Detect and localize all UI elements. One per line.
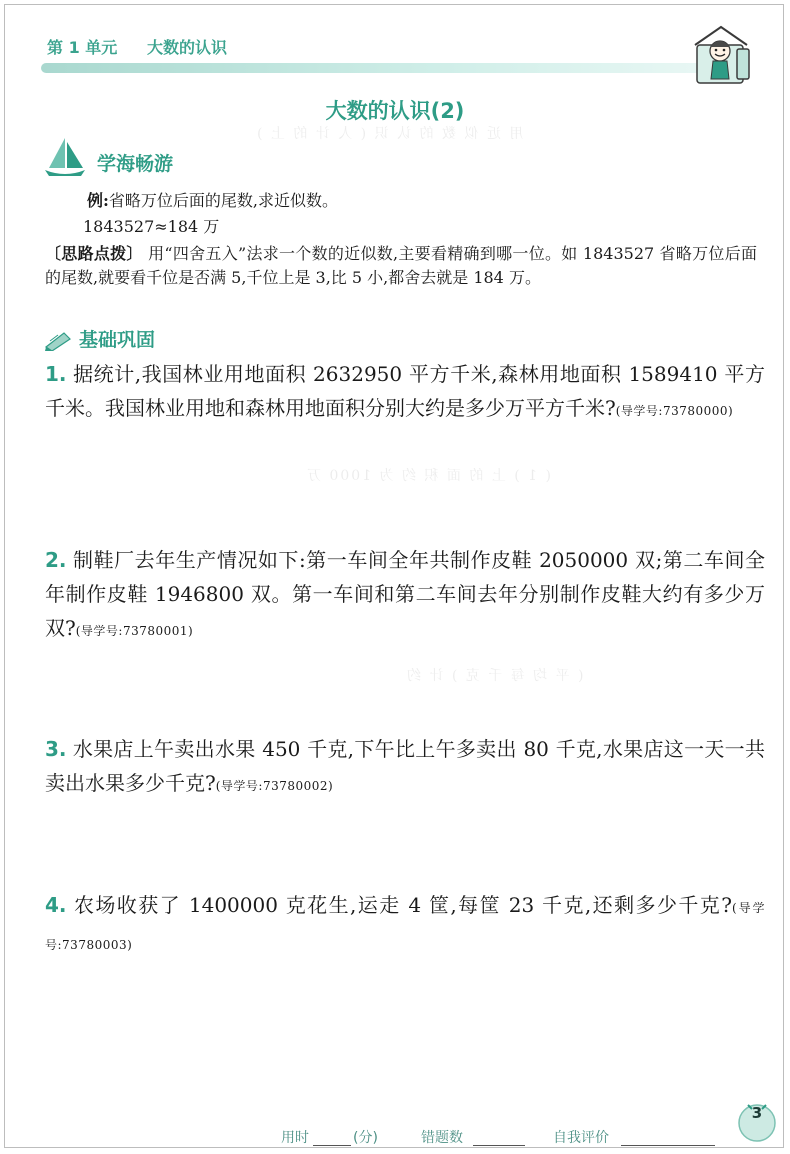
guide-number: (导学号:73780000) (615, 404, 734, 418)
self-eval-blank[interactable] (621, 1145, 715, 1146)
hint-label: 〔思路点拨〕 (45, 244, 143, 263)
question-number: 3. (45, 737, 67, 761)
example-answer: 1843527≈184 万 (83, 217, 220, 236)
lesson-title: 大数的认识(2) (325, 99, 465, 123)
header-unit: 第 1 单元 (47, 38, 118, 57)
time-unit: (分) (353, 1130, 378, 1146)
header-topic: 大数的认识 (147, 38, 228, 57)
example-text: 省略万位后面的尾数,求近似数。 (108, 191, 339, 210)
header-band (41, 63, 701, 73)
sailboat-icon (43, 133, 87, 179)
question-number: 2. (45, 548, 67, 572)
page-number: 3 (751, 1104, 763, 1122)
section-title-explore: 学海畅游 (97, 153, 174, 175)
errors-label: 错题数 (421, 1130, 463, 1146)
example-line (87, 189, 338, 213)
question-4 (45, 888, 765, 962)
pencil-icon (43, 329, 75, 351)
time-blank[interactable] (313, 1145, 351, 1146)
question-text: 农场收获了 1400000 克花生,运走 4 筐,每筐 23 千克,还剩多少千克? (72, 893, 732, 917)
hint-paragraph (45, 242, 757, 290)
question-1 (45, 357, 765, 428)
bleed-through: ( 平 均 每 千 克 ) 计 约 (405, 668, 584, 684)
workbook-page (4, 4, 784, 1148)
hint-text: 用“四舍五入”法求一个数的近似数,主要看精确到哪一位。如 1843527 省略万位后面的尾数,就要看千位是否满 5,千位上是 3,比 5 小,都舍去就是 184 万。 (45, 244, 757, 287)
guide-number: (导学号:73780002) (215, 779, 334, 793)
question-number: 1. (45, 362, 67, 386)
question-text: 水果店上午卖出水果 450 千克,下午比上午多卖出 80 千克,水果店这一天一共卖出水果多少千克? (45, 737, 765, 795)
question-text: 据统计,我国林业用地面积 2632950 平方千米,森林用地面积 1589410 平方千米。我国林业用地和森林用地面积分别大约是多少万平方千米? (45, 362, 765, 420)
section-title-basic: 基础巩固 (79, 329, 156, 351)
errors-blank[interactable] (473, 1145, 525, 1146)
self-eval-label: 自我评价 (553, 1130, 609, 1146)
guide-number: (导学号:73780003) (45, 901, 766, 952)
bleed-through: ( 1 ) 上 的 面 积 约 为 1000 万 (305, 468, 551, 484)
mascot-icon (691, 23, 755, 85)
question-2 (45, 543, 765, 648)
bleed-through: 用 近 似 数 的 认 识 ( 人 计 的 上 ) (255, 126, 524, 142)
time-label: 用时 (281, 1130, 309, 1146)
question-number: 4. (45, 893, 67, 917)
question-3 (45, 732, 765, 803)
example-label: 例: (87, 191, 109, 210)
question-text: 制鞋厂去年生产情况如下:第一车间全年共制作皮鞋 2050000 双;第二车间全年制作皮鞋 1946800 双。第一车间和第二车间去年分别制作皮鞋大约有多少万双? (45, 548, 765, 640)
footer (281, 1127, 741, 1148)
guide-number: (导学号:73780001) (75, 624, 194, 638)
